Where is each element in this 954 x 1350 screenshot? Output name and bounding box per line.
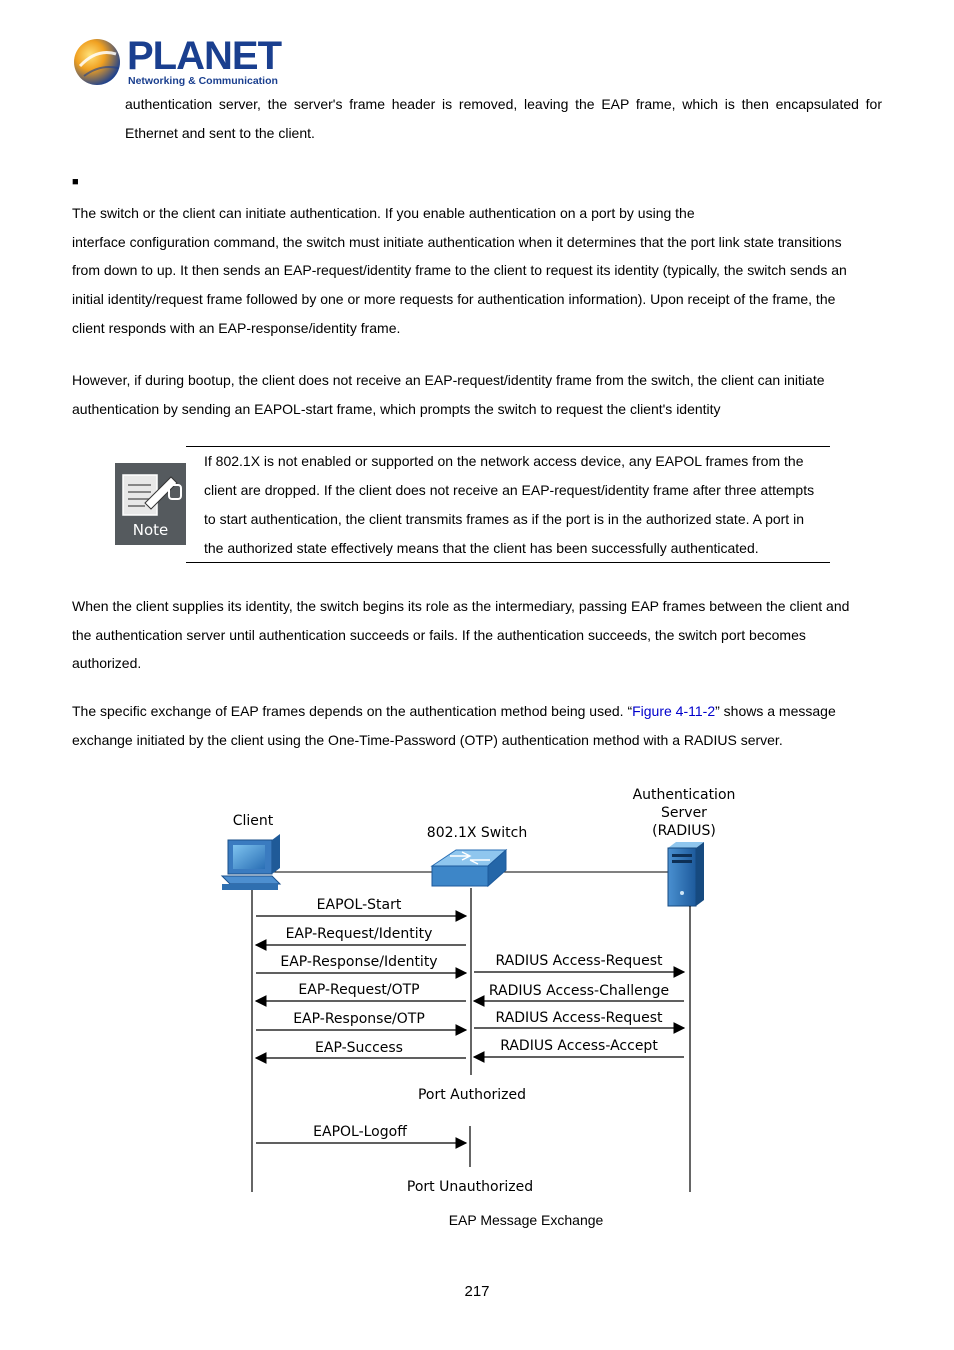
para1-line-5: client responds with an EAP-response/identity frame. (72, 319, 401, 336)
msg-eapol-logoff-label: EAPOL-Logoff (313, 1124, 407, 1140)
msg-eap-request-identity-label: EAP-Request/Identity (285, 926, 433, 942)
para1-line-1: The switch or the client can initiate authentication. If you enable authentication on a port by using the (72, 205, 695, 221)
note-line-3: to start authentication, the client transmits frames as if the port is in the authorized state. A port in (204, 511, 804, 527)
msg-eap-request-otp-label: EAP-Request/OTP (298, 982, 420, 998)
note-line-4: the authorized state effectively means that the client has been successfully authenticated. (204, 540, 759, 556)
continuation-line-2: Ethernet and sent to the client. (125, 125, 315, 141)
msg-radius-access-request-2-label: RADIUS Access-Request (495, 1010, 663, 1026)
client-label: Client (232, 813, 274, 829)
port-authorized-label: Port Authorized (417, 1087, 527, 1103)
para2-line-1: However, if during bootup, the client does not receive an EAP-request/identity frame from the switch, the client can initiate (72, 372, 825, 388)
para2-line-2: authentication by sending an EAPOL-start frame, which prompts the switch to request the client's identity (72, 400, 721, 417)
msg-eap-success-label: EAP-Success (315, 1040, 403, 1056)
figure-caption: EAP Message Exchange (448, 1212, 604, 1228)
para4-text-after: ” shows a message (715, 703, 836, 719)
note-line-2: client are dropped. If the client does not receive an EAP-request/identity frame after three attempts (204, 482, 815, 498)
para1-line-2: interface configuration command, the switch must initiate authentication when it determines that the port link state transitions (72, 233, 842, 250)
para3-line-1: When the client supplies its identity, the switch begins its role as the intermediary, passing EAP frames between the client and (72, 598, 850, 614)
para3-line-3: authorized. (72, 655, 142, 672)
para1-line-4: initial identity/request frame followed by one or more requests for authentication information). Upon receipt of the frame, the (72, 291, 836, 308)
para4-line-2: exchange initiated by the client using the One-Time-Password (OTP) authentication method with a RADIUS server. (72, 731, 783, 748)
server-label-line-3: (RADIUS) (652, 823, 716, 839)
msg-radius-access-challenge-label: RADIUS Access-Challenge (488, 983, 670, 999)
note-line-1: If 802.1X is not enabled or supported on the network access device, any EAPOL frames from the (204, 453, 804, 469)
page-number: 217 (464, 1283, 490, 1300)
msg-eap-response-otp-label: EAP-Response/OTP (293, 1011, 425, 1027)
para3-line-2: the authentication server until authentication succeeds or fails. If the authentication succeeds, the switch port becomes (72, 626, 806, 643)
msg-radius-access-request-1-label: RADIUS Access-Request (495, 953, 663, 969)
port-unauthorized-label: Port Unauthorized (406, 1179, 534, 1195)
server-label-line-2: Server (661, 805, 707, 821)
switch-label: 802.1X Switch (426, 825, 528, 841)
switch-icon (432, 850, 506, 886)
left-messages (256, 897, 466, 1058)
note-icon-label: Note (132, 521, 169, 539)
msg-eapol-start-label: EAPOL-Start (316, 897, 402, 913)
server-label-line-1: Authentication (632, 787, 736, 803)
msg-radius-access-accept-label: RADIUS Access-Accept (500, 1038, 658, 1054)
msg-eap-response-identity-label: EAP-Response/Identity (280, 954, 438, 970)
section-bullet: ■ (72, 176, 79, 188)
logo-wordmark: PLANET (127, 34, 281, 78)
client-computer-icon (222, 834, 280, 890)
para4-text-before: The specific exchange of EAP frames depends on the authentication method being used. “ (72, 703, 633, 719)
server-icon (668, 842, 704, 906)
right-messages (474, 953, 684, 1057)
para1-line-3: from down to up. It then sends an EAP-request/identity frame to the client to request its identity (typically, the switch sends an (72, 262, 847, 279)
figure-link[interactable]: Figure 4-11-2 (632, 703, 716, 719)
continuation-line-1: authentication server, the server's frame header is removed, leaving the EAP frame, which is then encapsulated for (125, 96, 882, 112)
logo-tagline: Networking & Communication (128, 75, 278, 87)
